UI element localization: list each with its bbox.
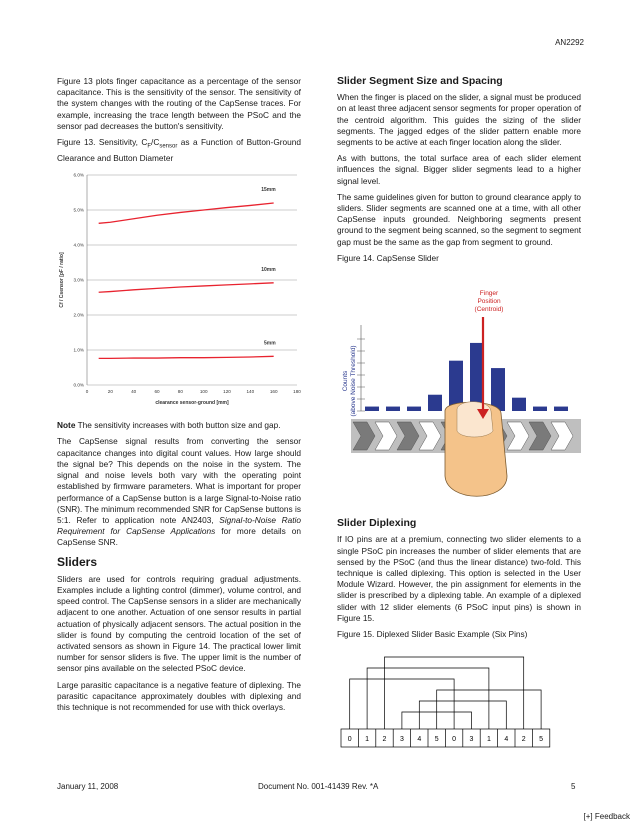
- segment-number: 5: [434, 736, 439, 744]
- count-bar: [491, 368, 505, 411]
- x-tick-label: 140: [246, 389, 255, 395]
- finger-label-line-1: Finger: [479, 290, 499, 298]
- series-label: 5mm: [263, 340, 276, 347]
- segment-number: 2: [521, 736, 526, 744]
- segment-paragraph-1: When the finger is placed on the slider, a signal must be produced on at least three adjacent sensor segments for proper operation of the centroid algorithm. This guides the sizing of the slider segments. The jagged edges of the slider pattern enable more segments to be active at each finger location along the slider.: [337, 92, 581, 148]
- count-bar: [407, 407, 421, 411]
- x-tick-label: 180: [293, 389, 301, 395]
- figure-15-caption: Figure 15. Diplexed Slider Basic Example (Six Pins): [337, 629, 528, 640]
- sliders-paragraph: Sliders are used for controls requiring gradual adjustments. Examples include a lighting control (dimmer), volume control, and speed control. The CapSense sensors in a slider are mechanically adjacent to one another. Actuation of one sensor results in partial actuation of physically adjacent sensors. The actual position in the slider is found by computing the centroid location of the set of activated sensors as shown in Figure 14. The practical lower limit number for sensor sliders is five. The upper limit is the number of sensor pins available on the selected PSoC device.: [57, 573, 301, 674]
- y-tick-label: 6.0%: [73, 172, 84, 178]
- x-tick-label: 120: [223, 389, 231, 395]
- pin-connection-line: [367, 668, 489, 729]
- x-tick-label: 20: [107, 389, 113, 395]
- count-bar: [365, 407, 379, 411]
- x-tick-label: 160: [269, 389, 278, 395]
- fingernail-icon: [457, 402, 493, 437]
- segment-number: 3: [399, 736, 404, 744]
- segment-number: 4: [417, 736, 422, 744]
- series-label: 15mm: [261, 187, 276, 194]
- y-tick-label: 0.0%: [73, 382, 84, 388]
- segment-paragraph-3: The same guidelines given for button to ground clearance apply to sliders. Slider segments are scanned one at a time, with all other CapSense inputs grounded. Neighboring segments present ground to the segment being scanned, so the segment to segment gap must be the same as the gap from segment to ground.: [337, 191, 581, 247]
- y-tick-label: 3.0%: [73, 277, 84, 283]
- finger-label-line-2: Position: [477, 298, 501, 306]
- series-line-10mm: [99, 283, 274, 292]
- diplexing-heading: Slider Diplexing: [337, 517, 417, 530]
- segment-number: 1: [486, 736, 491, 744]
- y-tick-label: 4.0%: [73, 242, 84, 248]
- figure-13-caption: Figure 13. Sensitivity, $C_F/C_{sensor}$ as a Function of Button-Ground Clearance and Button Diameter: [57, 137, 301, 163]
- series-line-15mm: [99, 203, 274, 223]
- intro-paragraph: Figure 13 plots finger capacitance as a percentage of the sensor capacitance. This is the sensitivity of the sensor. The sensitivity of the system changes with the routing of the CapSense traces. For example, increasing the trace length between the PSoC and the sensor pad decreases the button's sensitivity.: [57, 76, 301, 131]
- footer-page-number: 5: [571, 782, 576, 791]
- feedback-link[interactable]: [+] Feedback: [583, 812, 630, 821]
- segment-number: 2: [382, 736, 387, 744]
- pin-connection-line: [419, 701, 506, 729]
- y-axis-label: Cf / Csensor [pF / ratio]: [59, 252, 65, 308]
- segment-number: 5: [539, 736, 544, 744]
- x-tick-label: 60: [154, 389, 160, 395]
- x-tick-label: 40: [131, 389, 137, 395]
- count-bar: [554, 407, 568, 411]
- series-label: 10mm: [261, 266, 276, 273]
- segment-number: 0: [347, 736, 352, 744]
- header-doc-code: AN2292: [555, 38, 584, 47]
- segment-number: 1: [365, 736, 370, 744]
- footer-document-number: Document No. 001-41439 Rev. *A: [258, 782, 379, 791]
- series-line-5mm: [99, 356, 274, 358]
- segment-number: 4: [504, 736, 509, 744]
- segment-number: 0: [452, 736, 457, 744]
- y-tick-label: 5.0%: [73, 207, 84, 213]
- y-tick-label: 2.0%: [73, 312, 84, 318]
- footer-date: January 11, 2008: [57, 782, 119, 791]
- y-tick-label: 1.0%: [73, 347, 84, 353]
- x-tick-label: 0: [85, 389, 89, 395]
- parasitic-paragraph: Large parasitic capacitance is a negative feature of diplexing. The parasitic capacitance approximately doubles with diplexing and this technique is not recommended for use with thick overlays.: [57, 679, 301, 712]
- diplexed-slider-diagram: [337, 649, 581, 759]
- sensitivity-line-chart: [57, 171, 301, 411]
- note-paragraph: Note The sensitivity increases with both button size and gap.: [57, 420, 281, 431]
- count-bar: [428, 395, 442, 411]
- finger-label-line-3: (Centroid): [474, 306, 504, 314]
- left-column: [57, 76, 301, 718]
- y-label-counts: Counts: [342, 370, 349, 392]
- x-tick-label: 100: [199, 389, 208, 395]
- count-bar: [533, 407, 547, 411]
- segment-paragraph-2: As with buttons, the total surface area of each slider element influences the signal. Bigger slider segments lead to a higher signal level.: [337, 153, 581, 186]
- count-bar: [386, 407, 400, 411]
- x-axis-label: clearance sensor-ground [mm]: [155, 400, 229, 407]
- snr-paragraph: The CapSense signal results from converting the sensor capacitance changes into digital count values. How large should the signal be? This depends on the noise in the system. The signal and noise levels both vary with the operating point established by firmware parameters. What is important for proper performance of a CapSense button is a large Signal-to-Noise ratio (SNR). The minimum recommended SNR for CapSense buttons is 5:1. Refer to application note AN2403, Signal-to-Noise Ratio Requirement for CapSense Applications for more details on CapSense SNR.: [57, 436, 301, 548]
- segment-size-heading: Slider Segment Size and Spacing: [337, 75, 503, 87]
- segment-number: 3: [469, 736, 474, 744]
- capsense-slider-figure: [337, 271, 581, 503]
- right-column: [337, 76, 581, 762]
- sliders-heading: Sliders: [57, 554, 98, 569]
- x-tick-label: 80: [177, 389, 183, 395]
- diplexing-paragraph: If IO pins are at a premium, connecting two slider elements to a single PSoC pin increases the number of slider elements that are sensed by the PSoC (and thus the linear distance) two-fold. This technique is called diplexing. This option is selected in the User Module Wizard. However, the pin assignment for elements in the slider is prescribed by a diplexing table. An example of a diplexed slider with 12 slider elements (6 PSoC input pins) is shown in Figure 15.: [337, 534, 581, 623]
- y-label-threshold: (above Noise Threshold): [350, 345, 357, 417]
- count-bar: [512, 398, 526, 411]
- figure-14-caption: Figure 14. CapSense Slider: [337, 252, 439, 263]
